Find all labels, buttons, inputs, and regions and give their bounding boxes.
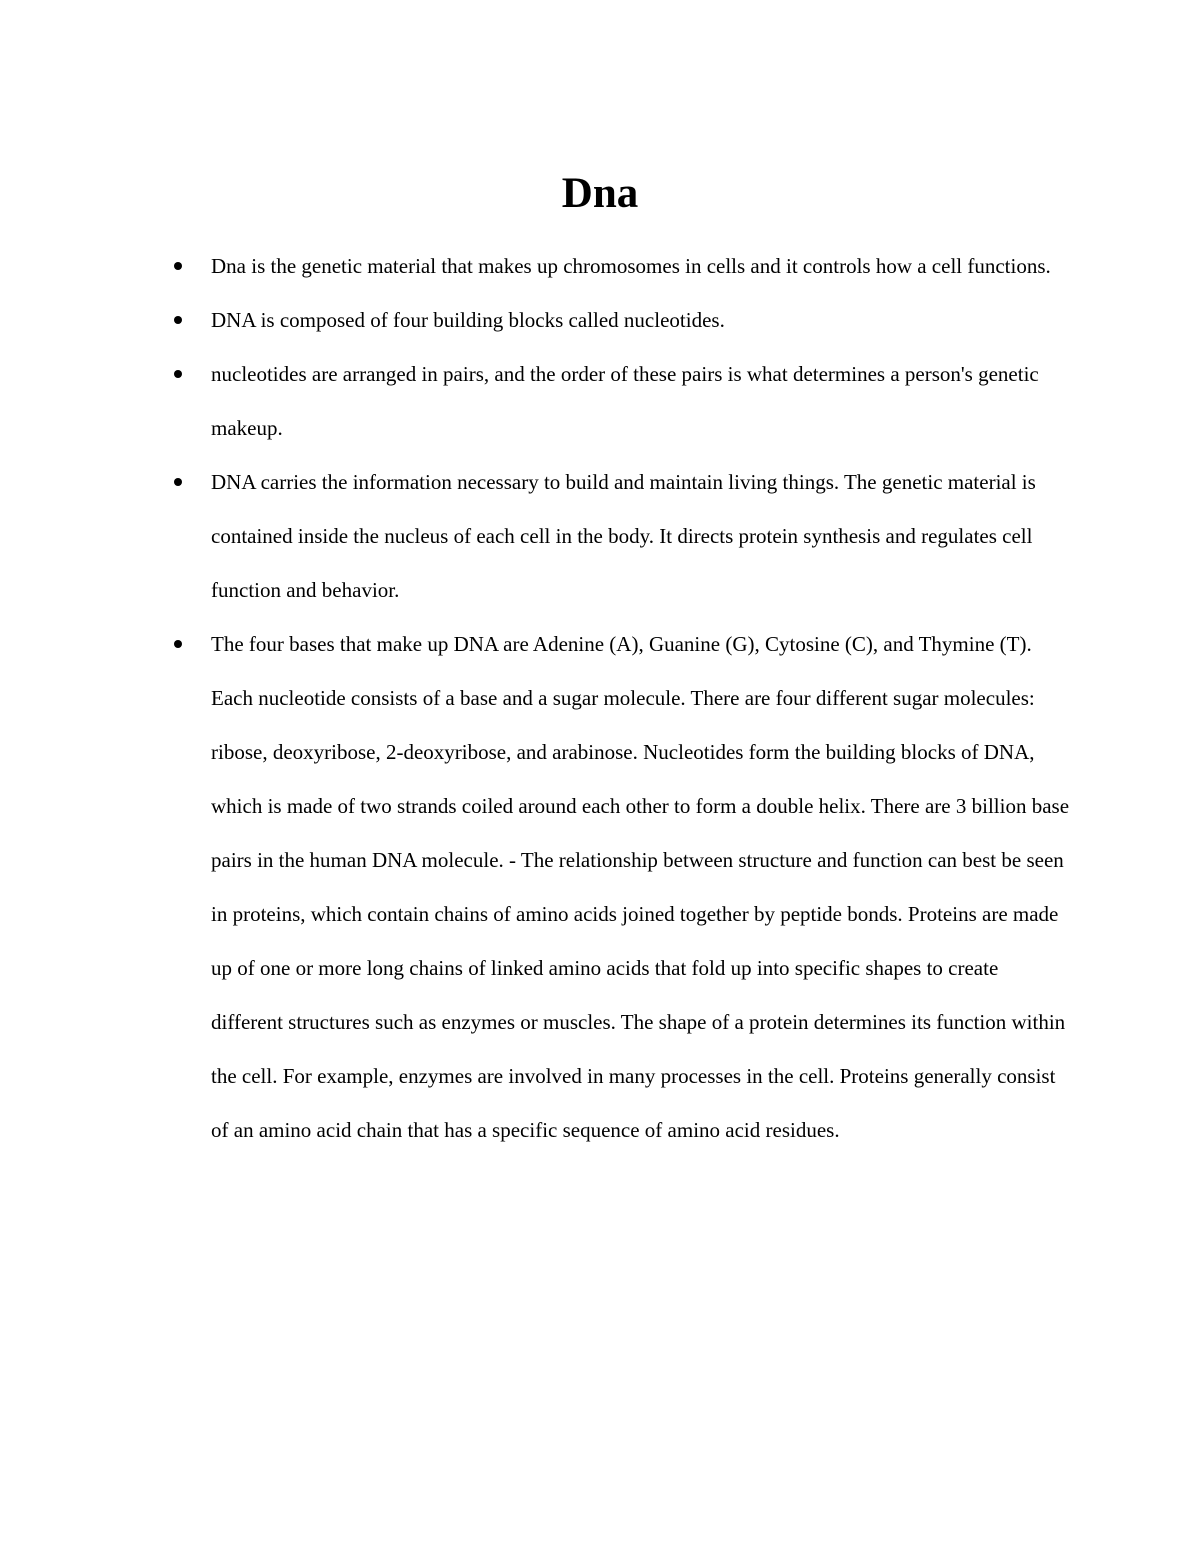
- list-item: [211, 347, 1073, 455]
- bullet-text: DNA carries the information necessary to build and maintain living things. The genetic material is contained inside the nucleus of each cell in the body. It directs protein synthesis and regulates cell function and behavior.: [211, 470, 1036, 602]
- bullet-icon: [174, 478, 182, 486]
- bullet-icon: [174, 640, 182, 648]
- bullet-text: DNA is composed of four building blocks called nucleotides.: [211, 308, 725, 332]
- list-item: [211, 293, 1073, 347]
- bullet-text: nucleotides are arranged in pairs, and the order of these pairs is what determines a person's genetic makeup.: [211, 362, 1039, 440]
- bullet-text: The four bases that make up DNA are Adenine (A), Guanine (G), Cytosine (C), and Thymine (T). Each nucleotide consists of a base and a sugar molecule. There are four different sugar molecules: ribose, deoxyribose, 2-deoxyribose, and arabinose. Nucleotides form the building blocks of DNA, which is made of two strands coiled around each other to form a double helix. There are 3 billion base pairs in the human DNA molecule. - The relationship between structure and function can best be seen in proteins, which contain chains of amino acids joined together by peptide bonds. Proteins are made up of one or more long chains of linked amino acids that fold up into specific shapes to create different structures such as enzymes or muscles. The shape of a protein determines its function within the cell. For example, enzymes are involved in many processes in the cell. Proteins generally consist of an amino acid chain that has a specific sequence of amino acid residues.: [211, 632, 1070, 1142]
- list-item: [211, 617, 1073, 1157]
- bullet-list: [211, 239, 1073, 1157]
- list-item: [211, 455, 1073, 617]
- bullet-icon: [174, 262, 182, 270]
- bullet-icon: [174, 316, 182, 324]
- document-title: Dna: [561, 170, 639, 217]
- bullet-text: Dna is the genetic material that makes up chromosomes in cells and it controls how a cell functions.: [211, 254, 1051, 278]
- list-item: [211, 239, 1073, 293]
- bullet-icon: [174, 370, 182, 378]
